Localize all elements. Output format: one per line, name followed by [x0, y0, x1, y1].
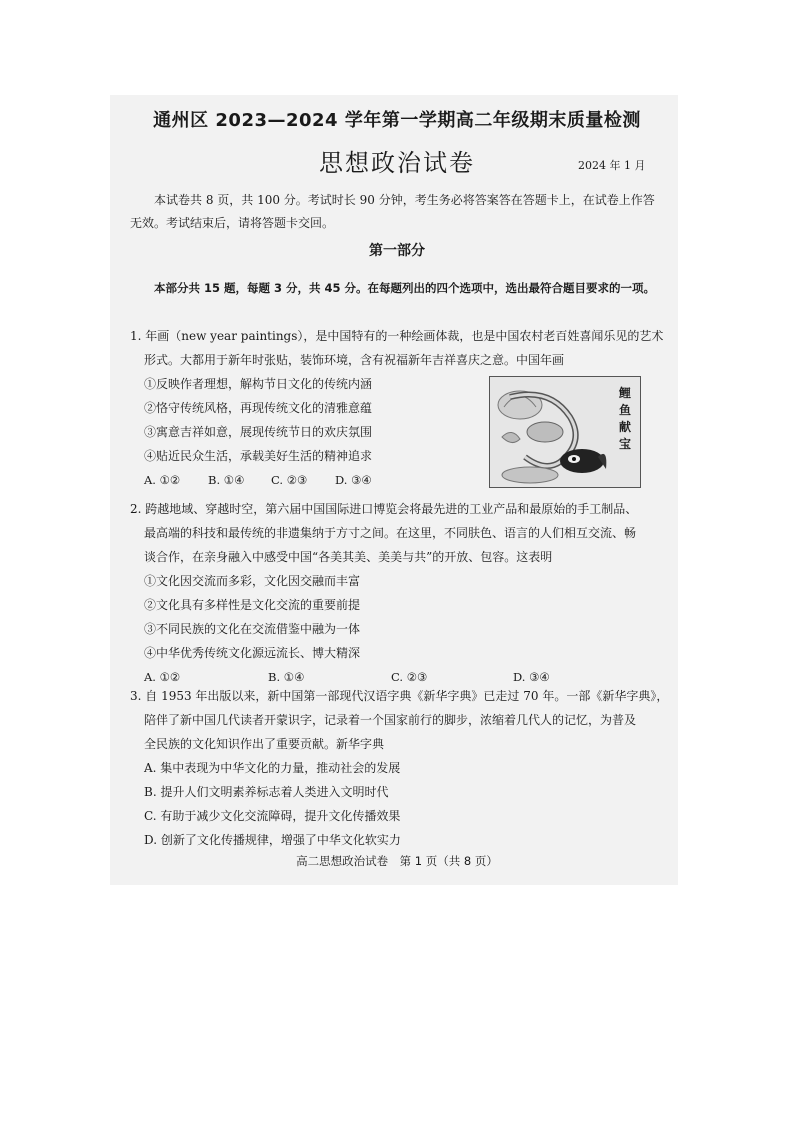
carp-painting-image	[489, 376, 641, 488]
part-heading: 第一部分	[369, 243, 425, 259]
q1-item: ④贴近民众生活，承载美好生活的精神追求	[144, 449, 373, 463]
q2-option-b: B. ①④	[268, 670, 305, 684]
q2-item: ①文化因交流而多彩，文化因交融而丰富	[144, 574, 361, 588]
q3-option-a: A. 集中表现为中华文化的力量，推动社会的发展	[144, 761, 401, 775]
q2-stem-line2: 最高端的科技和最传统的非遗集纳于方寸之间。在这里，不同肤色、语言的人们相互交流、畅	[144, 526, 637, 540]
q1-option-a: A. ①②	[144, 473, 181, 487]
q1-option-d: D. ③④	[335, 473, 372, 487]
q3-stem-line1: 3. 自 1953 年出版以来，新中国第一部现代汉语字典《新华字典》已走过 70 年。一部《新华字典》，	[130, 689, 669, 703]
page-footer: 高二思想政治试卷 第 1 页（共 8 页）	[296, 854, 498, 868]
q1-item: ①反映作者理想，解构节日文化的传统内涵	[144, 377, 373, 391]
q3-option-d: D. 创新了文化传播规律，增强了中华文化软实力	[144, 833, 401, 847]
q2-item: ③不同民族的文化在交流借鉴中融为一体	[144, 622, 361, 636]
q2-option-d: D. ③④	[513, 670, 550, 684]
q1-item: ③寓意吉祥如意，展现传统节日的欢庆氛围	[144, 425, 373, 439]
q2-option-c: C. ②③	[391, 670, 428, 684]
q2-stem-line3: 谈合作，在亲身融入中感受中国“各美其美、美美与共”的开放、包容。这表明	[144, 550, 553, 564]
exam-subtitle: 思想政治试卷	[319, 149, 475, 177]
q3-option-b: B. 提升人们文明素养标志着人类进入文明时代	[144, 785, 389, 799]
exam-date: 2024 年 1 月	[578, 159, 646, 172]
q2-item: ④中华优秀传统文化源远流长、博大精深	[144, 646, 361, 660]
q1-stem-line2: 形式。大都用于新年时张贴，装饰环境，含有祝福新年吉祥喜庆之意。中国年画	[144, 353, 565, 367]
exam-intro: 本试卷共 8 页，共 100 分。考试时长 90 分钟，考生务必将答案答在答题卡上，在试卷上作答无效。考试结束后，请将答题卡交回。	[130, 193, 655, 230]
q2-item: ②文化具有多样性是文化交流的重要前提	[144, 598, 361, 612]
q1-item: ②恪守传统风格，再现传统文化的清雅意蕴	[144, 401, 373, 415]
q1-option-c: C. ②③	[271, 473, 308, 487]
q1-stem-line1: 1. 年画（new year paintings），是中国特有的一种绘画体裁，也是中国农村老百姓喜闻乐见的艺术	[130, 329, 664, 343]
q2-option-a: A. ①②	[144, 670, 181, 684]
q3-option-c: C. 有助于减少文化交流障碍，提升文化传播效果	[144, 809, 401, 823]
part-instructions: 本部分共 15 题，每题 3 分，共 45 分。在每题列出的四个选项中，选出最符合题目要求的一项。	[154, 281, 656, 295]
q3-stem-line2: 陪伴了新中国几代读者开蒙识字，记录着一个国家前行的脚步，浓缩着几代人的记忆，为普及	[144, 713, 637, 727]
exam-title: 通州区 2023—2024 学年第一学期高二年级期末质量检测	[153, 110, 641, 131]
q2-stem-line1: 2. 跨越地域、穿越时空，第六届中国国际进口博览会将最先进的工业产品和最原始的手工制品、	[130, 502, 638, 516]
image-caption: 鲤鱼献宝	[618, 386, 631, 451]
q3-stem-line3: 全民族的文化知识作出了重要贡献。新华字典	[144, 737, 385, 751]
q1-option-b: B. ①④	[208, 473, 245, 487]
